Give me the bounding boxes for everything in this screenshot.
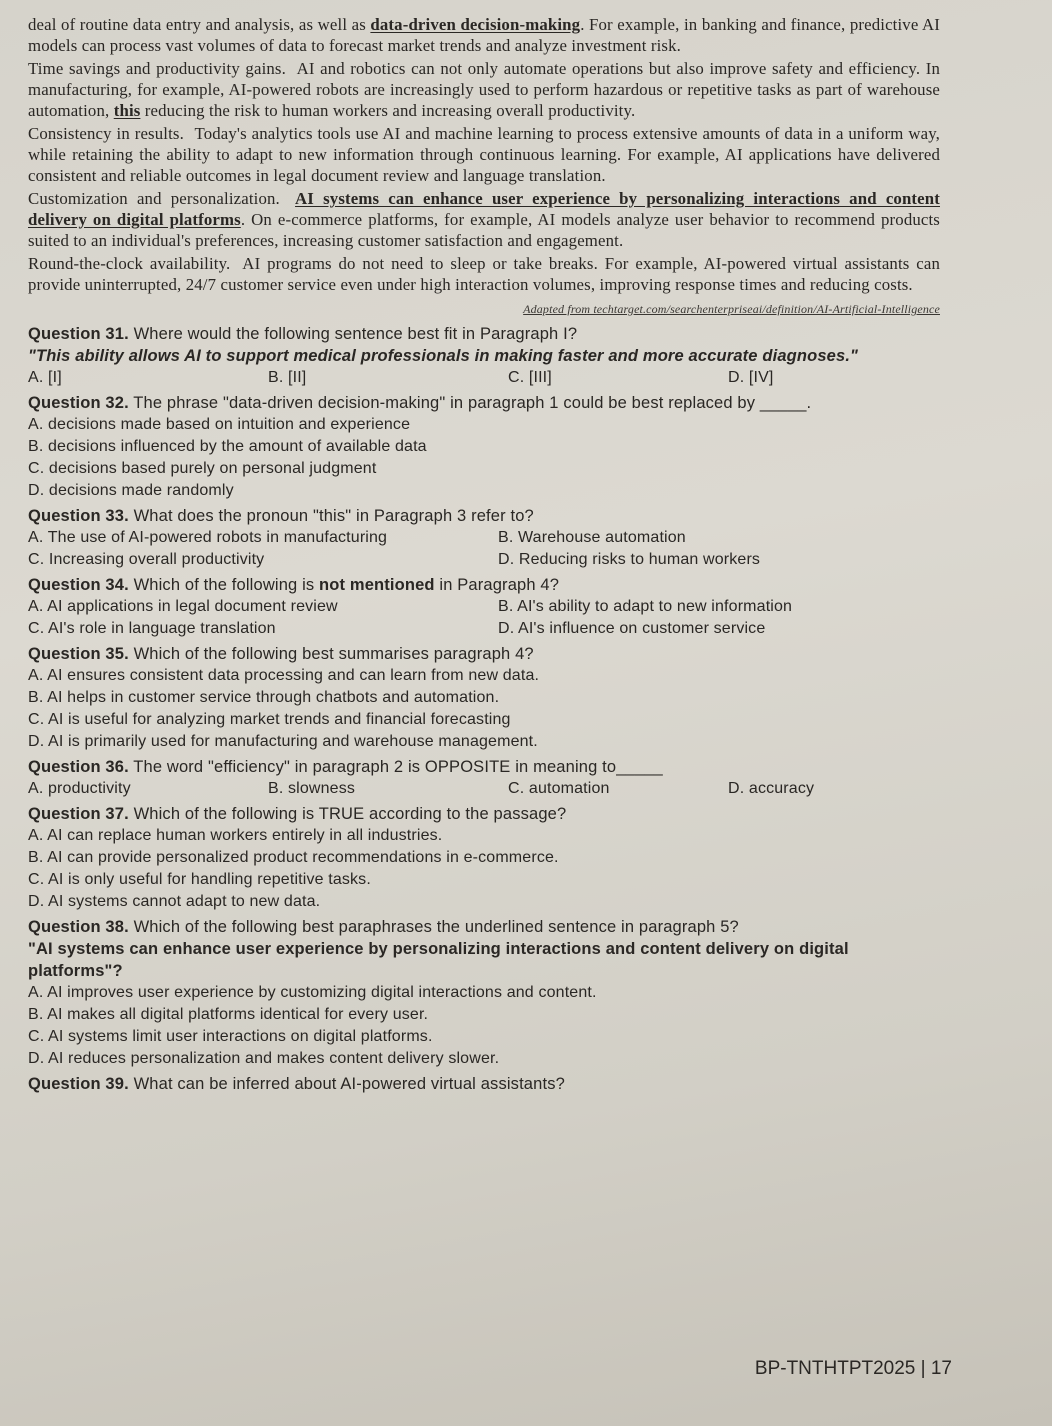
question-34-options [28,596,940,640]
question-36-prompt [28,756,940,778]
option-a[interactable]: A. decisions made based on intuition and experience [28,416,411,433]
reading-section [28,14,940,1095]
question-text: Which of the following is TRUE according to the passage? [133,805,567,823]
question-38-options [28,982,940,1070]
question-number: Question 33. [28,507,129,525]
paragraph-1-rest: . For example, in banking and finance, predictive AI models can process vast volumes of data to forecast market trends and analyze investment risk. [28,15,941,55]
question-35 [28,643,940,753]
paragraph-1-text: deal of routine data entry and analysis, as well as [28,15,366,34]
question-38 [28,916,940,1070]
question-32-options [28,414,940,502]
question-36 [28,756,940,800]
question-33 [28,505,940,571]
question-36-options [28,778,940,800]
option-a[interactable]: A. AI improves user experience by customizing digital interactions and content. [28,984,597,1001]
question-text: The phrase "data-driven decision-making" in paragraph 1 could be best replaced by _____. [133,394,812,412]
question-number: Question 32. [28,394,129,412]
paragraph-5-underlined: AI systems can enhance user experience by personalizing interactions and content delivery on digital platforms [28,189,940,229]
question-34-prompt [28,574,940,596]
paragraph-1-phrase: data-driven decision-making [370,15,581,34]
question-39 [28,1073,940,1095]
question-32 [28,392,940,502]
paragraph-4-heading: Consistency in results. [28,124,184,143]
question-number: Question 31. [28,325,129,343]
paragraph-5 [28,188,940,251]
option-c[interactable]: C. Increasing overall productivity [28,551,265,568]
option-a[interactable]: A. AI applications in legal document review [28,598,338,615]
option-b[interactable]: B. AI helps in customer service through chatbots and automation. [28,689,500,706]
option-c[interactable]: C. automation [508,780,610,797]
paragraph-3-rest: reducing the risk to human workers and increasing overall productivity. [144,101,636,120]
paragraph-5-text: . On e-commerce platforms, for example, AI models analyze user behavior to recommend products suited to an individual's preferences, increasing customer satisfaction and engagement. [28,210,940,250]
option-b[interactable]: B. decisions influenced by the amount of available data [28,438,427,455]
question-33-options [28,527,940,571]
question-31-options [28,367,940,389]
option-c[interactable]: C. AI systems limit user interactions on digital platforms. [28,1028,433,1045]
option-d[interactable]: D. AI's influence on customer service [498,620,766,637]
option-a[interactable]: A. AI can replace human workers entirely in all industries. [28,827,443,844]
question-31-quote: "This ability allows AI to support medical professionals in making faster and more accurate diagnoses." [28,347,859,365]
option-c[interactable]: C. [III] [508,369,552,386]
question-33-prompt [28,505,940,527]
option-d[interactable]: D. accuracy [728,780,815,797]
paragraph-6 [28,253,940,295]
option-a[interactable]: A. The use of AI-powered robots in manufacturing [28,529,388,546]
option-d[interactable]: D. [IV] [728,369,774,386]
question-number: Question 37. [28,805,129,823]
question-31 [28,323,940,389]
paragraph-5-heading: Customization and personalization. [28,189,280,208]
paragraph-6-heading: Round-the-clock availability. [28,254,231,273]
option-b[interactable]: B. AI's ability to adapt to new information [498,598,793,615]
question-text-end: in Paragraph 4? [439,576,560,594]
question-39-prompt [28,1073,940,1095]
paragraph-3-heading: Time savings and productivity gains. [28,59,286,78]
option-d[interactable]: D. Reducing risks to human workers [498,551,761,568]
option-c[interactable]: C. decisions based purely on personal judgment [28,460,377,477]
option-d[interactable]: D. AI systems cannot adapt to new data. [28,893,321,910]
question-37-prompt [28,803,940,825]
question-text-emphasis: not mentioned [319,576,435,594]
question-text: What does the pronoun "this" in Paragraph 3 refer to? [133,507,534,525]
question-number: Question 38. [28,918,129,936]
option-b[interactable]: B. AI can provide personalized product recommendations in e-commerce. [28,849,559,866]
option-d[interactable]: D. AI reduces personalization and makes content delivery slower. [28,1050,500,1067]
question-text: Which of the following is [133,576,315,594]
paragraph-6-text: AI programs do not need to sleep or take breaks. For example, AI-powered virtual assistants can provide uninterrupted, 24/7 customer service even under high interaction volumes, improving response times and reducing costs. [28,254,941,294]
question-text: What can be inferred about AI-powered virtual assistants? [133,1075,565,1093]
option-c[interactable]: C. AI is useful for analyzing market trends and financial forecasting [28,711,511,728]
option-d[interactable]: D. AI is primarily used for manufacturing and warehouse management. [28,733,538,750]
question-38-quote: "AI systems can enhance user experience by personalizing interactions and content delivery on digital platforms"? [28,940,849,980]
paragraph-3-text: AI and robotics can not only automate operations but also improve safety and efficiency. In manufacturing, for example, AI-powered robots are increasingly used to perform hazardous or repetitive tasks as part of warehouse automation, [28,59,940,120]
option-b[interactable]: B. AI makes all digital platforms identical for every user. [28,1006,429,1023]
option-a[interactable]: A. AI ensures consistent data processing and can learn from new data. [28,667,540,684]
option-a[interactable]: A. productivity [28,780,131,797]
question-text: Where would the following sentence best fit in Paragraph I? [133,325,578,343]
question-35-prompt [28,643,940,665]
paragraph-3 [28,58,940,121]
paragraph-3-pronoun: this [113,101,141,120]
question-number: Question 39. [28,1075,129,1093]
option-a[interactable]: A. [I] [28,369,62,386]
option-b[interactable]: B. [II] [268,369,307,386]
question-37-options [28,825,940,913]
paragraph-4 [28,123,940,186]
option-c[interactable]: C. AI's role in language translation [28,620,276,637]
question-34 [28,574,940,640]
question-31-prompt [28,323,940,345]
question-number: Question 34. [28,576,129,594]
question-text: Which of the following best paraphrases the underlined sentence in paragraph 5? [133,918,739,936]
paragraph-4-text: Today's analytics tools use AI and machine learning to process extensive amounts of data in a uniform way, while retaining the ability to adapt to new information through continuous learning. For example, AI applications have delivered consistent and reliable outcomes in legal document review and language translation. [28,124,940,185]
question-number: Question 35. [28,645,129,663]
option-c[interactable]: C. AI is only useful for handling repetitive tasks. [28,871,371,888]
question-37 [28,803,940,913]
question-text: The word "efficiency" in paragraph 2 is OPPOSITE in meaning to_____ [133,758,663,776]
page-footer: BP-TNTHTPT2025 | 17 [754,1358,952,1379]
question-35-options [28,665,940,753]
question-number: Question 36. [28,758,129,776]
source-citation: Adapted from techtarget.com/searchenterpriseai/definition/AI-Artificial-Intelligence [523,302,940,316]
paragraph-1 [28,14,940,56]
question-38-prompt [28,916,940,938]
question-32-prompt [28,392,940,414]
option-d[interactable]: D. decisions made randomly [28,482,234,499]
option-b[interactable]: B. slowness [268,780,356,797]
option-b[interactable]: B. Warehouse automation [498,529,686,546]
question-text: Which of the following best summarises paragraph 4? [133,645,534,663]
